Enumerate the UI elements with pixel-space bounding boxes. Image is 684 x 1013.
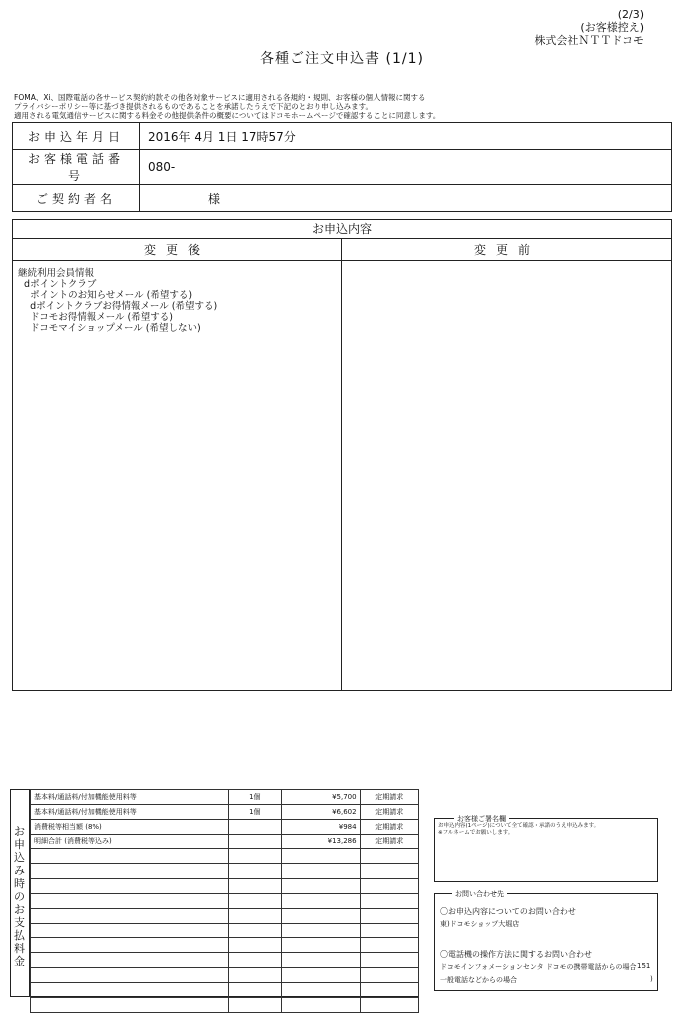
payment-row	[31, 834, 419, 849]
payment-amount	[282, 968, 360, 983]
payment-type: 定期請求	[360, 819, 418, 834]
payment-amount: ¥5,700	[282, 790, 360, 805]
payment-qty	[228, 849, 282, 864]
after-item: dポイントクラブ	[18, 279, 97, 290]
date-label: お申込年月日	[13, 123, 140, 150]
payment-type	[360, 893, 418, 908]
payment-type	[360, 968, 418, 983]
payment-type: 定期請求	[360, 804, 418, 819]
payment-type	[360, 879, 418, 894]
payment-amount	[282, 908, 360, 923]
name-suffix: 様	[208, 191, 221, 206]
side-label-char: 申	[14, 838, 25, 851]
copy-label: (お客様控え)	[580, 21, 644, 34]
signature-legend: お客様ご署名欄	[454, 814, 509, 824]
contact-line-4-number: 151	[637, 962, 651, 970]
payment-item	[31, 938, 229, 953]
payment-row	[31, 968, 419, 983]
payment-qty	[228, 938, 282, 953]
contact-legend: お問い合わせ先	[452, 889, 507, 899]
payment-row	[31, 908, 419, 923]
payment-qty: 1個	[228, 804, 282, 819]
payment-side-label	[10, 789, 30, 997]
payment-item: 基本料/通話料/付加機能使用料等	[31, 790, 229, 805]
payment-amount	[282, 982, 360, 997]
payment-type	[360, 953, 418, 968]
page-number: (2/3)	[617, 8, 644, 21]
phone-row	[13, 150, 672, 185]
payment-amount	[282, 879, 360, 894]
side-label-char: 支	[14, 916, 25, 929]
payment-type	[360, 908, 418, 923]
payment-item	[31, 953, 229, 968]
payment-amount: ¥6,602	[282, 804, 360, 819]
payment-qty	[228, 879, 282, 894]
payment-table	[30, 789, 419, 1013]
payment-row	[31, 864, 419, 879]
side-label-char: 金	[14, 955, 25, 968]
payment-qty: 1個	[228, 790, 282, 805]
side-label-char: 時	[14, 877, 25, 890]
payment-qty	[228, 982, 282, 997]
payment-amount	[282, 938, 360, 953]
payment-item	[31, 982, 229, 997]
payment-row	[31, 804, 419, 819]
side-label-char: お	[14, 825, 25, 838]
contact-line-3: 〇電話機の操作方法に関するお問い合わせ	[440, 950, 592, 959]
payment-row	[31, 790, 419, 805]
payment-amount	[282, 849, 360, 864]
signature-text: お申込内容(1ページ)について全て確認・承諾のうえ申込みます。 ※フルネームでお願いします。	[438, 823, 600, 836]
payment-amount	[282, 923, 360, 938]
contact-line-2: 東)ドコモショップ大堀店	[440, 920, 520, 928]
payment-item: 消費税等相当額 (8%)	[31, 819, 229, 834]
payment-type	[360, 923, 418, 938]
payment-item	[31, 968, 229, 983]
payment-item	[31, 849, 229, 864]
contact-line-4: ドコモインフォメーションセンタ ドコモの携帯電話からの場合	[440, 963, 637, 971]
payment-qty	[228, 819, 282, 834]
payment-qty	[228, 923, 282, 938]
payment-row	[31, 953, 419, 968]
payment-item	[31, 879, 229, 894]
payment-qty	[228, 968, 282, 983]
date-value: 2016年 4月 1日 17時57分	[140, 123, 672, 150]
after-item: 継続利用会員情報	[18, 268, 95, 279]
after-item: dポイントクラブお得情報メール (希望する)	[18, 301, 218, 312]
payment-amount	[282, 864, 360, 879]
side-label-char: み	[14, 864, 25, 877]
payment-type	[360, 938, 418, 953]
side-label-char: 込	[14, 851, 25, 864]
payment-row	[31, 879, 419, 894]
payment-amount: ¥13,286	[282, 834, 360, 849]
payment-item	[31, 923, 229, 938]
after-item: ドコモマイショップメール (希望しない)	[18, 323, 201, 334]
payment-row	[31, 923, 419, 938]
payment-type: 定期請求	[360, 834, 418, 849]
payment-item	[31, 864, 229, 879]
name-label: ご契約者名	[13, 185, 140, 212]
after-items-list	[18, 268, 217, 334]
payment-amount	[282, 953, 360, 968]
document-title: 各種ご注文申込書 (1/1)	[260, 51, 424, 67]
side-label-char: の	[14, 890, 25, 903]
payment-row	[31, 938, 419, 953]
side-label-char: 払	[14, 929, 25, 942]
name-value	[140, 185, 672, 212]
payment-amount: ¥984	[282, 819, 360, 834]
payment-type	[360, 849, 418, 864]
payment-amount	[282, 893, 360, 908]
payment-qty	[228, 908, 282, 923]
payment-item	[31, 908, 229, 923]
consent-text: FOMA、Xi、国際電話の各サービス契約約款その他各対象サービスに適用される各規約・規則、お客様の個人情報に関する プライバシーポリシー等に基づき提供されるものであることを承諾したうえで下記のとおり申し込みます。 適用される電気通信サービスに関する料金その他提供条件の概要についてはドコモホームページで確認することに同意します。	[14, 93, 441, 120]
page-header-right	[534, 8, 644, 47]
payment-row	[31, 849, 419, 864]
contact-line-1: 〇お申込内容についてのお問い合わせ	[440, 907, 576, 916]
after-item: ドコモお得情報メール (希望する)	[18, 312, 173, 323]
date-row	[13, 123, 672, 150]
payment-qty	[228, 953, 282, 968]
payment-row	[31, 893, 419, 908]
phone-label: お客様電話番号	[13, 150, 140, 185]
payment-qty	[228, 834, 282, 849]
name-row	[13, 185, 672, 212]
customer-info-table	[12, 122, 672, 212]
after-column-header: 変更後	[12, 239, 342, 261]
side-label-char: お	[14, 903, 25, 916]
payment-type	[360, 982, 418, 997]
payment-item: 明細合計 (消費税等込み)	[31, 834, 229, 849]
contact-line-5: 一般電話などからの場合	[440, 976, 517, 984]
after-item: ポイントのお知らせメール (希望する)	[18, 290, 193, 301]
phone-value: 080-	[140, 150, 672, 185]
payment-item	[31, 893, 229, 908]
side-label-char: 料	[14, 942, 25, 955]
contact-line-5-end: )	[650, 975, 653, 983]
application-title: お申込内容	[12, 219, 672, 239]
payment-qty	[228, 864, 282, 879]
payment-item: 基本料/通話料/付加機能使用料等	[31, 804, 229, 819]
column-divider	[341, 239, 342, 691]
payment-row	[31, 982, 419, 997]
company-name: 株式会社ＮＴＴドコモ	[534, 34, 644, 47]
payment-type: 定期請求	[360, 790, 418, 805]
before-column-header: 変更前	[342, 239, 672, 261]
payment-row	[31, 819, 419, 834]
payment-type	[360, 864, 418, 879]
payment-qty	[228, 893, 282, 908]
